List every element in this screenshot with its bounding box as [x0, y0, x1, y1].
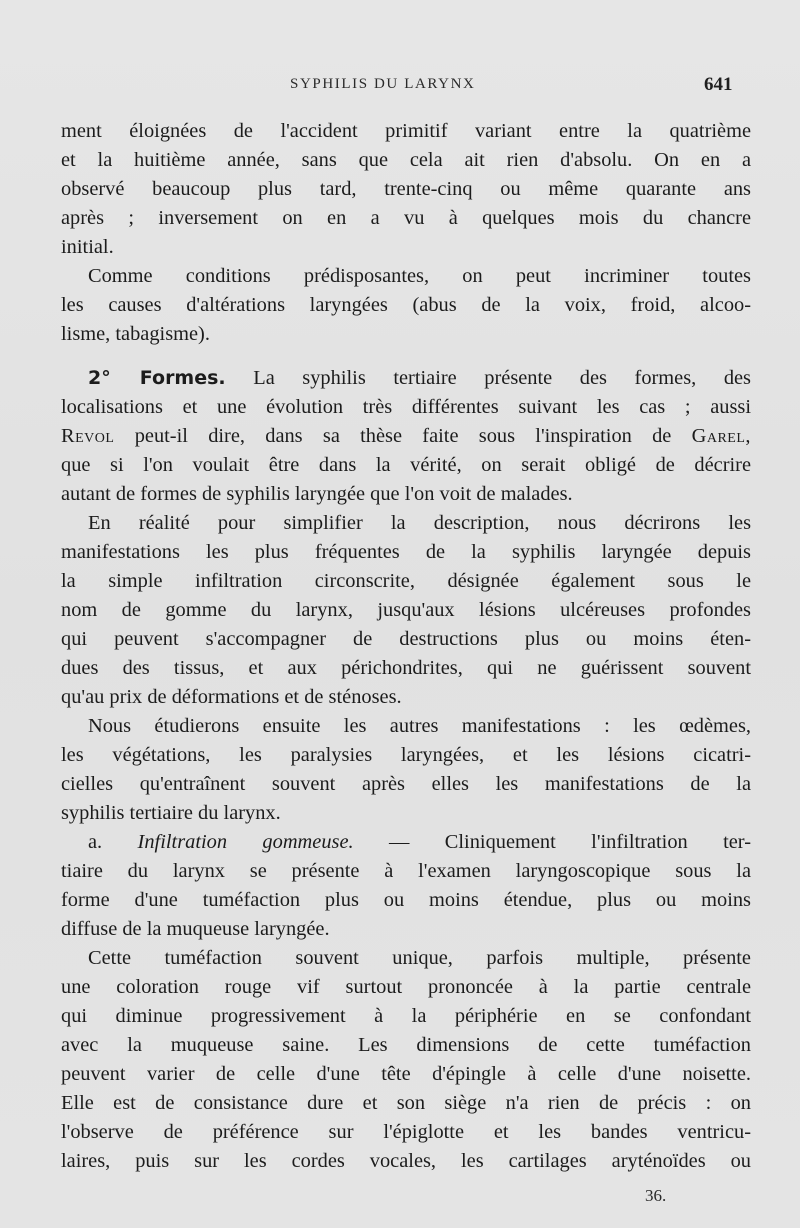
subsection-title: Infiltration gommeuse. [137, 831, 354, 853]
text-line: forme d'une tuméfaction plus ou moins étendue, plus ou moins [61, 889, 751, 911]
text-line: les causes d'altérations laryngées (abus de la voix, froid, alcoo- [61, 294, 751, 316]
text-line: Nous étudierons ensuite les autres manifestations : les œdèmes, [88, 715, 751, 737]
text-line: Elle est de consistance dure et son siège n'a rien de précis : on [61, 1092, 751, 1114]
text-line [61, 422, 751, 451]
text-line: nom de gomme du larynx, jusqu'aux lésions ulcéreuses profondes [61, 599, 751, 621]
section-heading: 2° Formes. [88, 367, 226, 389]
text-run: — Cliniquement l'infiltration ter- [389, 831, 751, 853]
text-line: dues des tissus, et aux périchondrites, qui ne guérissent souvent [61, 657, 751, 679]
running-header [0, 74, 800, 98]
text-line: avec la muqueuse saine. Les dimensions de cette tuméfaction [61, 1034, 751, 1056]
text-line: une coloration rouge vif surtout prononcée à la partie centrale [61, 976, 751, 998]
text-line: manifestations les plus fréquentes de la syphilis laryngée depuis [61, 541, 751, 563]
text-line: qui diminue progressivement à la périphérie en se confondant [61, 1005, 751, 1027]
text-line: localisations et une évolution très différentes suivant les cas ; aussi [61, 396, 751, 418]
text-line: tiaire du larynx se présente à l'examen laryngoscopique sous la [61, 860, 751, 882]
text-line: ment éloignées de l'accident primitif variant entre la quatrième [61, 120, 751, 142]
text-line: l'observe de préférence sur l'épiglotte et les bandes ventricu- [61, 1121, 751, 1143]
text-run: La syphilis tertiaire présente des formes, des [253, 367, 751, 389]
subsection-letter: a. [88, 831, 103, 853]
text-line: peuvent varier de celle d'une tête d'épingle à celle d'une noisette. [61, 1063, 751, 1085]
text-line: et la huitième année, sans que cela ait rien d'absolu. On en a [61, 149, 751, 171]
text-line: laires, puis sur les cordes vocales, les cartilages aryténoïdes ou [61, 1150, 751, 1172]
author-name: Garel, [691, 425, 751, 447]
text-line: cielles qu'entraînent souvent après elles les manifestations de la [61, 773, 751, 795]
text-line: les végétations, les paralysies laryngées, et les lésions cicatri- [61, 744, 751, 766]
signature-mark: 36. [645, 1186, 667, 1205]
page-number: 641 [704, 74, 733, 95]
text-line: syphilis tertiaire du larynx. [61, 802, 281, 824]
text-line: qui peuvent s'accompagner de destructions plus ou moins éten- [61, 628, 751, 650]
text-line: observé beaucoup plus tard, trente-cinq ou même quarante ans [61, 178, 751, 200]
text-line: après ; inversement on en a vu à quelques mois du chancre [61, 207, 751, 229]
body-text [61, 117, 751, 1176]
text-line: qu'au prix de déformations et de sténoses. [61, 686, 402, 708]
text-line: lisme, tabagisme). [61, 323, 210, 345]
paragraph-gap [61, 349, 751, 364]
text-line: Cette tuméfaction souvent unique, parfois multiple, présente [88, 947, 751, 969]
text-line: la simple infiltration circonscrite, désignée également sous le [61, 570, 751, 592]
text-line: En réalité pour simplifier la description, nous décrirons les [88, 512, 751, 534]
text-line: Comme conditions prédisposantes, on peut incriminer toutes [88, 265, 751, 287]
text-line: autant de formes de syphilis laryngée que l'on voit de malades. [61, 483, 573, 505]
text-run: peut-il dire, dans sa thèse faite sous l'inspiration de [134, 425, 672, 447]
text-line: que si l'on voulait être dans la vérité, on serait obligé de décrire [61, 454, 751, 476]
text-line: initial. [61, 236, 114, 258]
author-name: Revol [61, 425, 115, 447]
text-line [61, 828, 751, 857]
running-title: SYPHILIS DU LARYNX [290, 76, 476, 92]
text-line [61, 364, 751, 393]
text-line: diffuse de la muqueuse laryngée. [61, 918, 330, 940]
